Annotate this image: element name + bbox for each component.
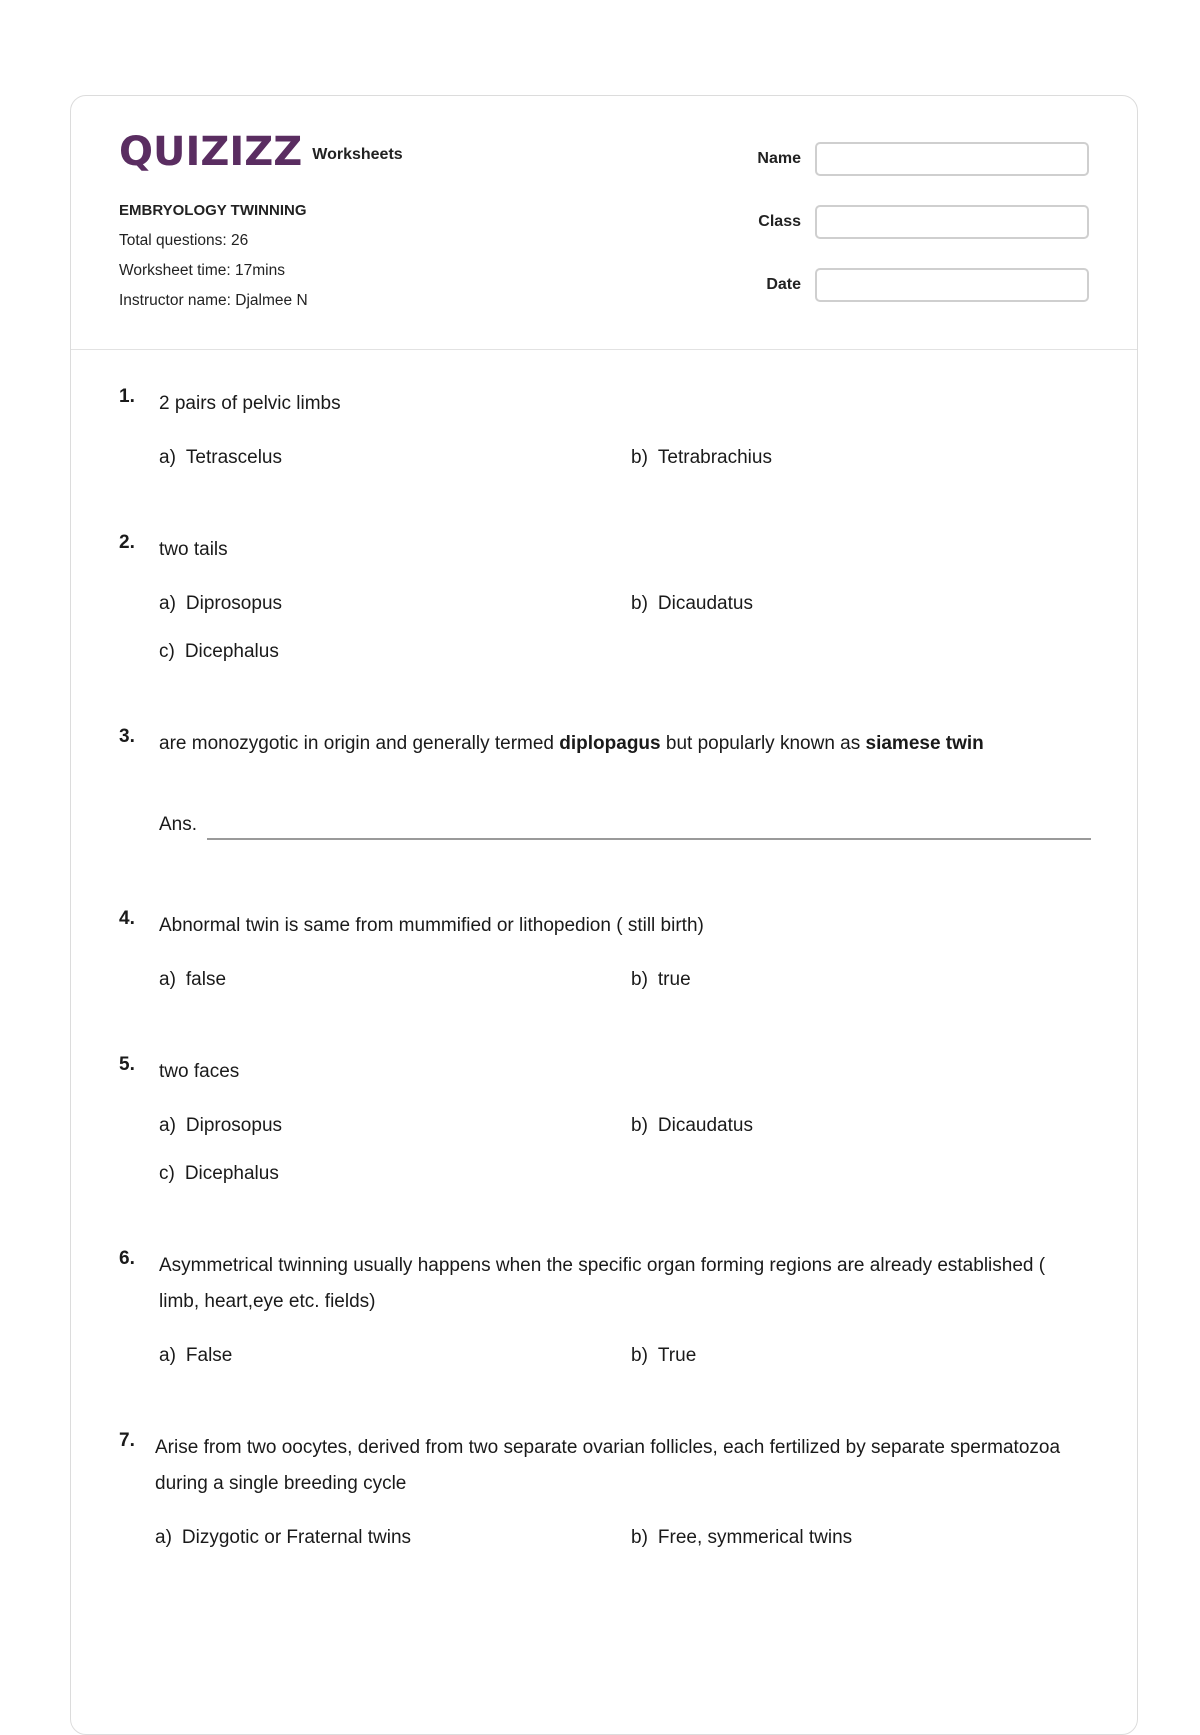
option-a[interactable] — [159, 968, 226, 992]
quizizz-logo — [119, 129, 403, 175]
option-label: true — [657, 969, 691, 990]
option-letter: a) — [159, 1115, 176, 1136]
worksheet-title: EMBRYOLOGY TWINNING — [119, 202, 307, 219]
option-label: false — [185, 969, 227, 990]
option-letter: a) — [159, 1345, 176, 1366]
option-letter: a) — [155, 1527, 172, 1548]
question-text: two faces — [159, 1061, 240, 1082]
question-number: 2. — [119, 532, 135, 553]
option-a[interactable] — [159, 446, 282, 470]
option-label: True — [657, 1345, 697, 1366]
question-number: 3. — [119, 726, 135, 747]
answer-label: Ans. — [159, 814, 198, 835]
logo-wordmark: QUIZIZZ — [119, 129, 303, 175]
option-label: Dicaudatus — [657, 1115, 753, 1136]
question-number: 6. — [119, 1248, 135, 1269]
option-b[interactable] — [631, 1344, 696, 1368]
option-label: Free, symmerical twins — [657, 1527, 853, 1548]
option-a[interactable] — [159, 1344, 232, 1368]
worksheet-card — [70, 95, 1138, 1735]
total-questions: Total questions: 26 — [119, 232, 249, 249]
option-c[interactable] — [159, 1162, 279, 1186]
option-label: Dicaudatus — [657, 593, 753, 614]
option-label: Dicephalus — [184, 641, 279, 662]
question-text: two tails — [159, 539, 228, 560]
option-label: Tetrabrachius — [657, 447, 772, 468]
option-letter: c) — [159, 641, 175, 662]
question-text-part: are monozygotic in origin and generally termed — [159, 733, 560, 754]
question-text: Asymmetrical twinning usually happens when the specific organ forming regions are already established ( limb, heart,eye etc. fields) — [159, 1255, 1046, 1312]
name-row — [757, 140, 1089, 178]
worksheet-header — [71, 96, 1137, 350]
worksheet-time: Worksheet time: 17mins — [119, 262, 285, 279]
option-letter: b) — [631, 593, 648, 614]
question-text-part: but popularly known as — [660, 733, 866, 754]
question-term: siamese twin — [865, 733, 984, 754]
student-fields — [757, 140, 1089, 329]
date-label: Date — [766, 276, 801, 293]
instructor-name: Instructor name: Djalmee N — [119, 292, 308, 309]
option-b[interactable] — [631, 446, 772, 470]
option-letter: b) — [631, 1345, 648, 1366]
option-letter: b) — [631, 969, 648, 990]
option-label: Dicephalus — [184, 1163, 279, 1184]
answer-line[interactable] — [207, 838, 1091, 840]
option-letter: b) — [631, 1527, 648, 1548]
question-number: 7. — [119, 1430, 135, 1451]
option-letter: b) — [631, 1115, 648, 1136]
option-b[interactable] — [631, 592, 753, 616]
option-a[interactable] — [159, 1114, 282, 1138]
option-label: Tetrascelus — [185, 447, 283, 468]
date-field[interactable] — [815, 268, 1089, 302]
option-letter: a) — [159, 969, 176, 990]
option-label: Diprosopus — [185, 1115, 283, 1136]
option-label: Dizygotic or Fraternal twins — [181, 1527, 412, 1548]
question-text: 2 pairs of pelvic limbs — [159, 393, 341, 414]
option-label: Diprosopus — [185, 593, 283, 614]
option-letter: a) — [159, 447, 176, 468]
option-letter: c) — [159, 1163, 175, 1184]
option-label: False — [185, 1345, 233, 1366]
logo-subtitle: Worksheets — [312, 146, 403, 163]
date-row — [757, 266, 1089, 304]
question-text — [159, 726, 1079, 762]
question-number: 5. — [119, 1054, 135, 1075]
question-text: Arise from two oocytes, derived from two separate ovarian follicles, each fertilized by separate spermatozoa during a single breeding cycle — [155, 1437, 1061, 1494]
question-term: diplopagus — [559, 733, 661, 754]
option-c[interactable] — [159, 640, 279, 664]
option-a[interactable] — [155, 1526, 411, 1550]
name-label: Name — [757, 150, 801, 167]
class-field[interactable] — [815, 205, 1089, 239]
name-field[interactable] — [815, 142, 1089, 176]
option-b[interactable] — [631, 1526, 852, 1550]
option-letter: b) — [631, 447, 648, 468]
class-row — [757, 203, 1089, 241]
option-a[interactable] — [159, 592, 282, 616]
worksheet-meta — [119, 196, 308, 316]
option-letter: a) — [159, 593, 176, 614]
option-b[interactable] — [631, 968, 691, 992]
question-text: Abnormal twin is same from mummified or lithopedion ( still birth) — [159, 915, 704, 936]
option-b[interactable] — [631, 1114, 753, 1138]
class-label: Class — [758, 213, 801, 230]
question-number: 4. — [119, 908, 135, 929]
question-number: 1. — [119, 386, 135, 407]
